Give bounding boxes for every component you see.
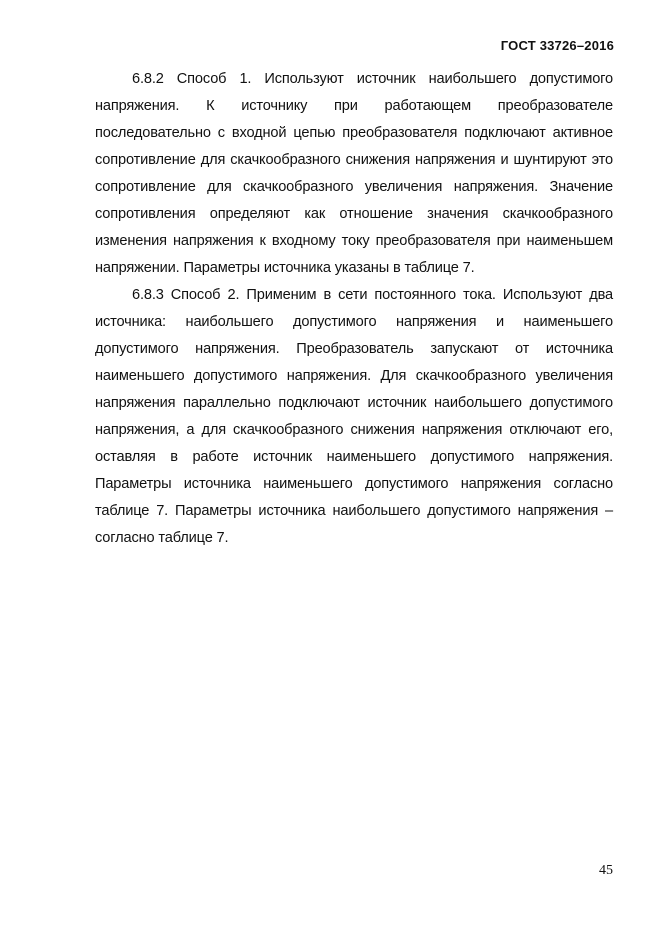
paragraph-6-8-2: 6.8.2 Способ 1. Используют источник наибольшего допустимого напряжения. К источнику при работающем преобразователе последовательно с входной цепью преобразователя подключают активное сопротивление для скачкообразного снижения напряжения и шунтируют это сопротивление для скачкообразного увеличения напряжения. Значение сопротивления определяют как отношение значения скачкообразного изменения напряжения к входному току преобразователя при наименьшем напряжении. Параметры источника указаны в таблице 7. — [95, 71, 613, 276]
document-body — [95, 66, 613, 552]
document-standard-header: ГОСТ 33726–2016 — [500, 38, 614, 53]
paragraph-6-8-3: 6.8.3 Способ 2. Применим в сети постоянного тока. Используют два источника: наибольшего допустимого напряжения и наименьшего допустимого напряжения. Преобразователь запускают от источника наименьшего допустимого напряжения. Для скачкообразного увеличения напряжения параллельно подключают источник наибольшего допустимого напряжения, а для скачкообразного снижения напряжения отключают его, оставляя в работе источник наименьшего допустимого напряжения. Параметры источника наименьшего допустимого напряжения согласно таблице 7. Параметры источника наибольшего допустимого напряжения – согласно таблице 7. — [95, 287, 613, 546]
page-number: 45 — [599, 863, 613, 878]
